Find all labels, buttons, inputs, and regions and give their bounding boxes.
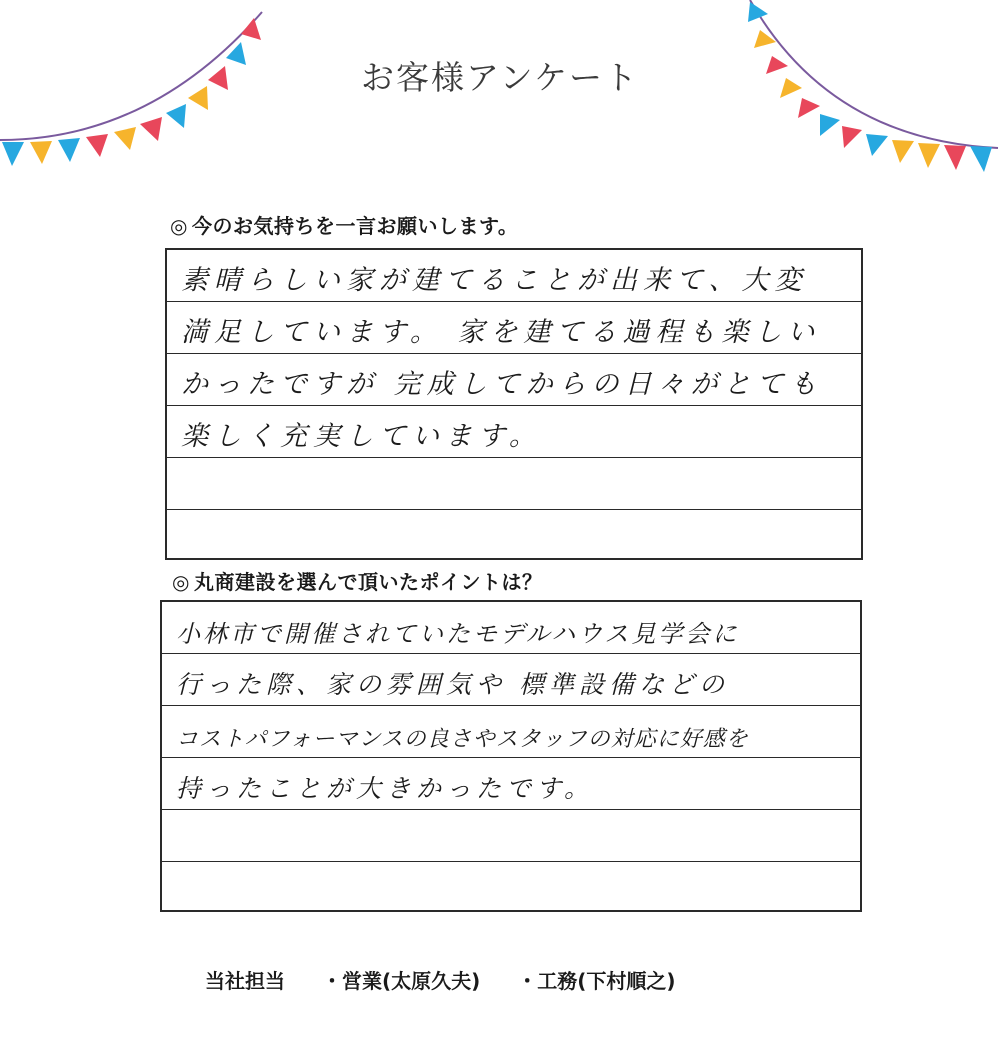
section1-heading-text: 今のお気持ちを一言お願いします。	[191, 214, 519, 238]
section2-answer-box	[160, 600, 862, 912]
answer-line	[167, 354, 861, 406]
page-title: お客様アンケート	[360, 58, 640, 97]
answer-line	[167, 510, 861, 562]
double-circle-icon: ◎	[170, 214, 188, 238]
staff-footer	[205, 965, 706, 994]
handwritten-text: 行った際、家の雰囲気や 標準設備などの	[176, 670, 729, 699]
answer-line	[167, 458, 861, 510]
handwritten-text: 素晴らしい家が建てることが出来て、大変	[181, 265, 808, 296]
staff-label: 当社担当	[205, 969, 285, 993]
section2-heading	[172, 566, 542, 595]
section2-heading-text: 丸商建設を選んで頂いたポイントは？	[193, 570, 543, 594]
handwritten-text: 持ったことが大きかったです。	[176, 774, 595, 803]
answer-line	[167, 302, 861, 354]
answer-line	[162, 654, 860, 706]
section1-heading	[170, 210, 518, 239]
construction-staff: ・工務(下村順之)	[517, 969, 676, 993]
answer-line	[162, 862, 860, 914]
handwritten-text: かったですが 完成してからの日々がとても	[181, 369, 823, 400]
double-circle-icon: ◎	[172, 570, 190, 594]
handwritten-text: 小林市で開催されていたモデルハウス見学会に	[176, 620, 740, 648]
answer-line	[167, 406, 861, 458]
answer-line	[162, 602, 860, 654]
handwritten-text: コストパフォーマンスの良さやスタッフの対応に好感を	[176, 727, 749, 752]
handwritten-text: 楽しく充実しています。	[181, 421, 542, 452]
answer-line	[162, 810, 860, 862]
answer-line	[167, 250, 861, 302]
sales-staff: ・営業(太原久夫)	[321, 969, 481, 993]
answer-line	[162, 758, 860, 810]
handwritten-text: 満足しています。 家を建てる過程も楽しい	[181, 317, 821, 348]
section1-answer-box	[165, 248, 863, 560]
answer-line	[162, 706, 860, 758]
